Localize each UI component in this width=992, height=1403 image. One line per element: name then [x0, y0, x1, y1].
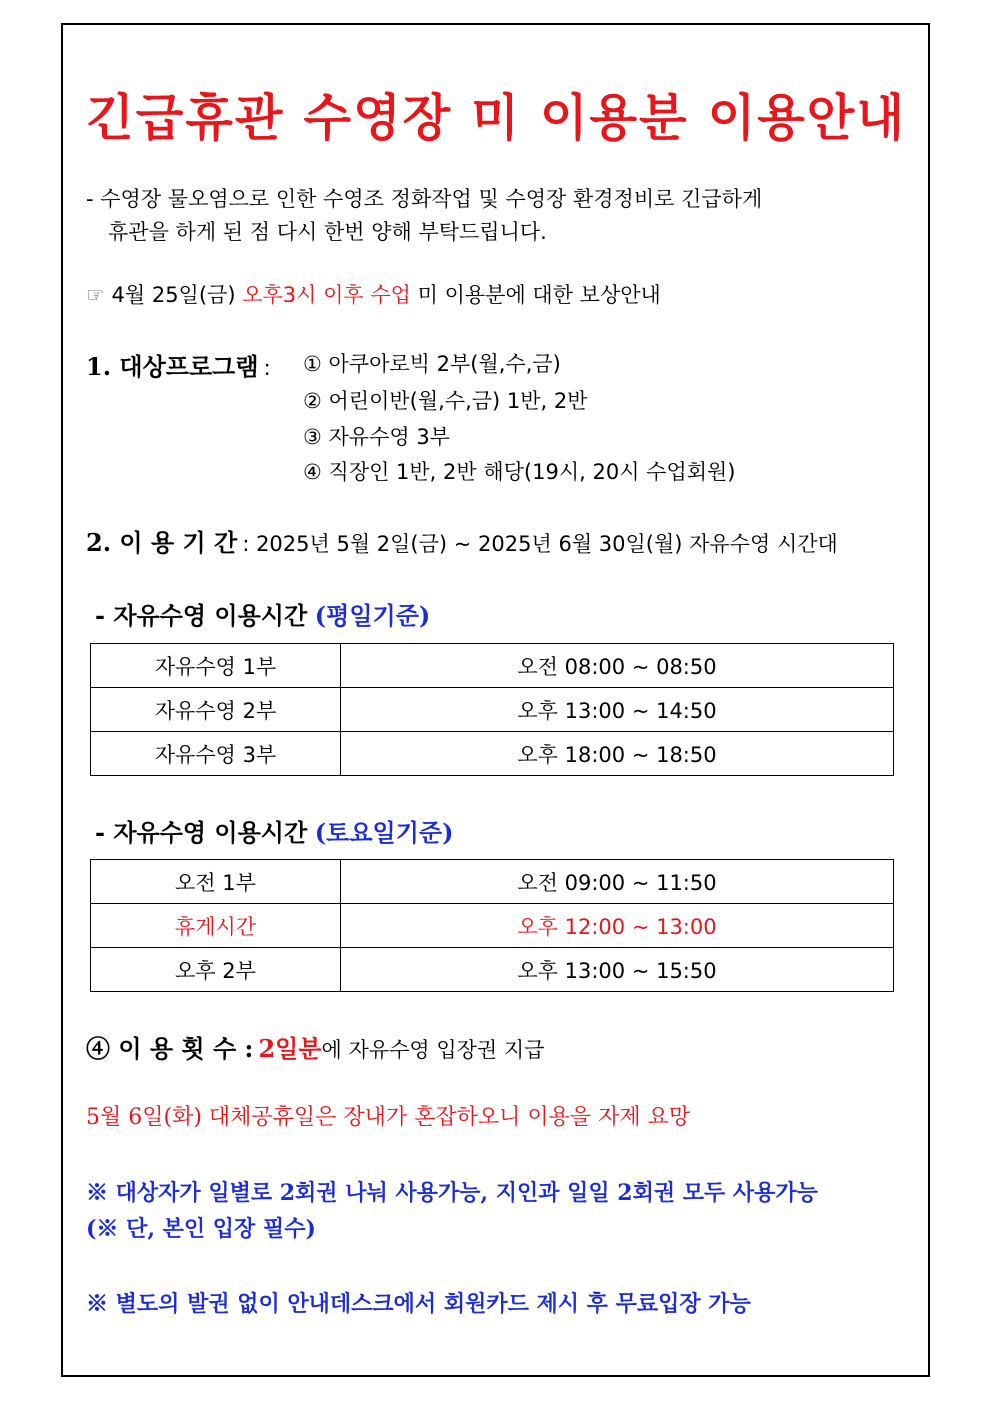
- compensation-rest: 미 이용분에 대한 보상안내: [417, 283, 661, 307]
- saturday-schedule-table: [90, 859, 894, 992]
- session-name: 오후 2부: [91, 948, 341, 992]
- saturday-heading: [95, 813, 453, 848]
- program-item: ① 아쿠아로빅 2부(월,수,금): [303, 352, 561, 376]
- weekday-heading-text: - 자유수영 이용시간: [95, 601, 308, 630]
- intro-paragraph: [86, 183, 762, 249]
- table-row: [91, 948, 894, 992]
- session-name: 자유수영 3부: [91, 732, 341, 776]
- weekday-schedule-table: [90, 643, 894, 776]
- table-row: [91, 860, 894, 904]
- section-4-highlight: 2일분: [258, 1034, 322, 1063]
- table-row: [91, 732, 894, 776]
- break-time-name: 휴게시간: [91, 904, 341, 948]
- note-1-line-2: (※ 단, 본인 입장 필수): [86, 1216, 316, 1242]
- intro-line-1: - 수영장 물오염으로 인한 수영조 정화작업 및 수영장 환경정비로 긴급하게: [86, 187, 763, 211]
- session-time: 오전 08:00 ~ 08:50: [341, 644, 894, 688]
- weekday-heading: [95, 596, 430, 631]
- holiday-warning: 5월 6일(화) 대체공휴일은 장내가 혼잡하오니 이용을 자제 요망: [86, 1105, 691, 1130]
- session-time: 오후 13:00 ~ 15:50: [341, 948, 894, 992]
- pointing-hand-icon: ☞: [86, 283, 105, 307]
- compensation-date: 4월 25일(금): [111, 283, 236, 307]
- table-row: [91, 904, 894, 948]
- session-time: 오후 18:00 ~ 18:50: [341, 732, 894, 776]
- session-time: 오전 09:00 ~ 11:50: [341, 860, 894, 904]
- section-2-heading: [86, 523, 838, 558]
- compensation-line: [86, 279, 661, 309]
- page-title: 긴급휴관 수영장 미 이용분 이용안내: [86, 89, 906, 147]
- section-4-label: ④ 이 용 횟 수 :: [86, 1034, 254, 1063]
- saturday-heading-text: - 자유수영 이용시간: [95, 818, 308, 847]
- program-item: ③ 자유수영 3부: [303, 425, 450, 449]
- section-2-value: : 2025년 5월 2일(금) ~ 2025년 6월 30일(월) 자유수영 시간대: [242, 532, 838, 556]
- saturday-qualifier: (토요일기준): [314, 818, 454, 847]
- section-1-colon: :: [263, 356, 271, 380]
- note-2: ※ 별도의 발권 없이 안내데스크에서 회원카드 제시 후 무료입장 가능: [86, 1291, 751, 1317]
- break-time-time: 오후 12:00 ~ 13:00: [341, 904, 894, 948]
- session-time: 오후 13:00 ~ 14:50: [341, 688, 894, 732]
- session-name: 자유수영 1부: [91, 644, 341, 688]
- program-item: ④ 직장인 1반, 2반 해당(19시, 20시 수업회원): [303, 460, 736, 484]
- note-1-line-1: ※ 대상자가 일별로 2회권 나눠 사용가능, 지인과 일일 2회권 모두 사용가능: [86, 1180, 818, 1206]
- section-4-line: [86, 1029, 544, 1064]
- table-row: [91, 688, 894, 732]
- compensation-highlight: 오후3시 이후 수업: [242, 283, 411, 307]
- program-item: ② 어린이반(월,수,금) 1반, 2반: [303, 389, 588, 413]
- table-row: [91, 644, 894, 688]
- session-name: 오전 1부: [91, 860, 341, 904]
- session-name: 자유수영 2부: [91, 688, 341, 732]
- section-2-label: 2. 이 용 기 간: [86, 528, 238, 557]
- section-1-heading: [86, 347, 271, 382]
- weekday-qualifier: (평일기준): [314, 601, 431, 630]
- section-4-rest: 에 자유수영 입장권 지급: [321, 1038, 545, 1062]
- section-1-label: 1. 대상프로그램: [86, 352, 259, 381]
- intro-line-2: 휴관을 하게 된 점 다시 한번 양해 부탁드립니다.: [108, 220, 547, 244]
